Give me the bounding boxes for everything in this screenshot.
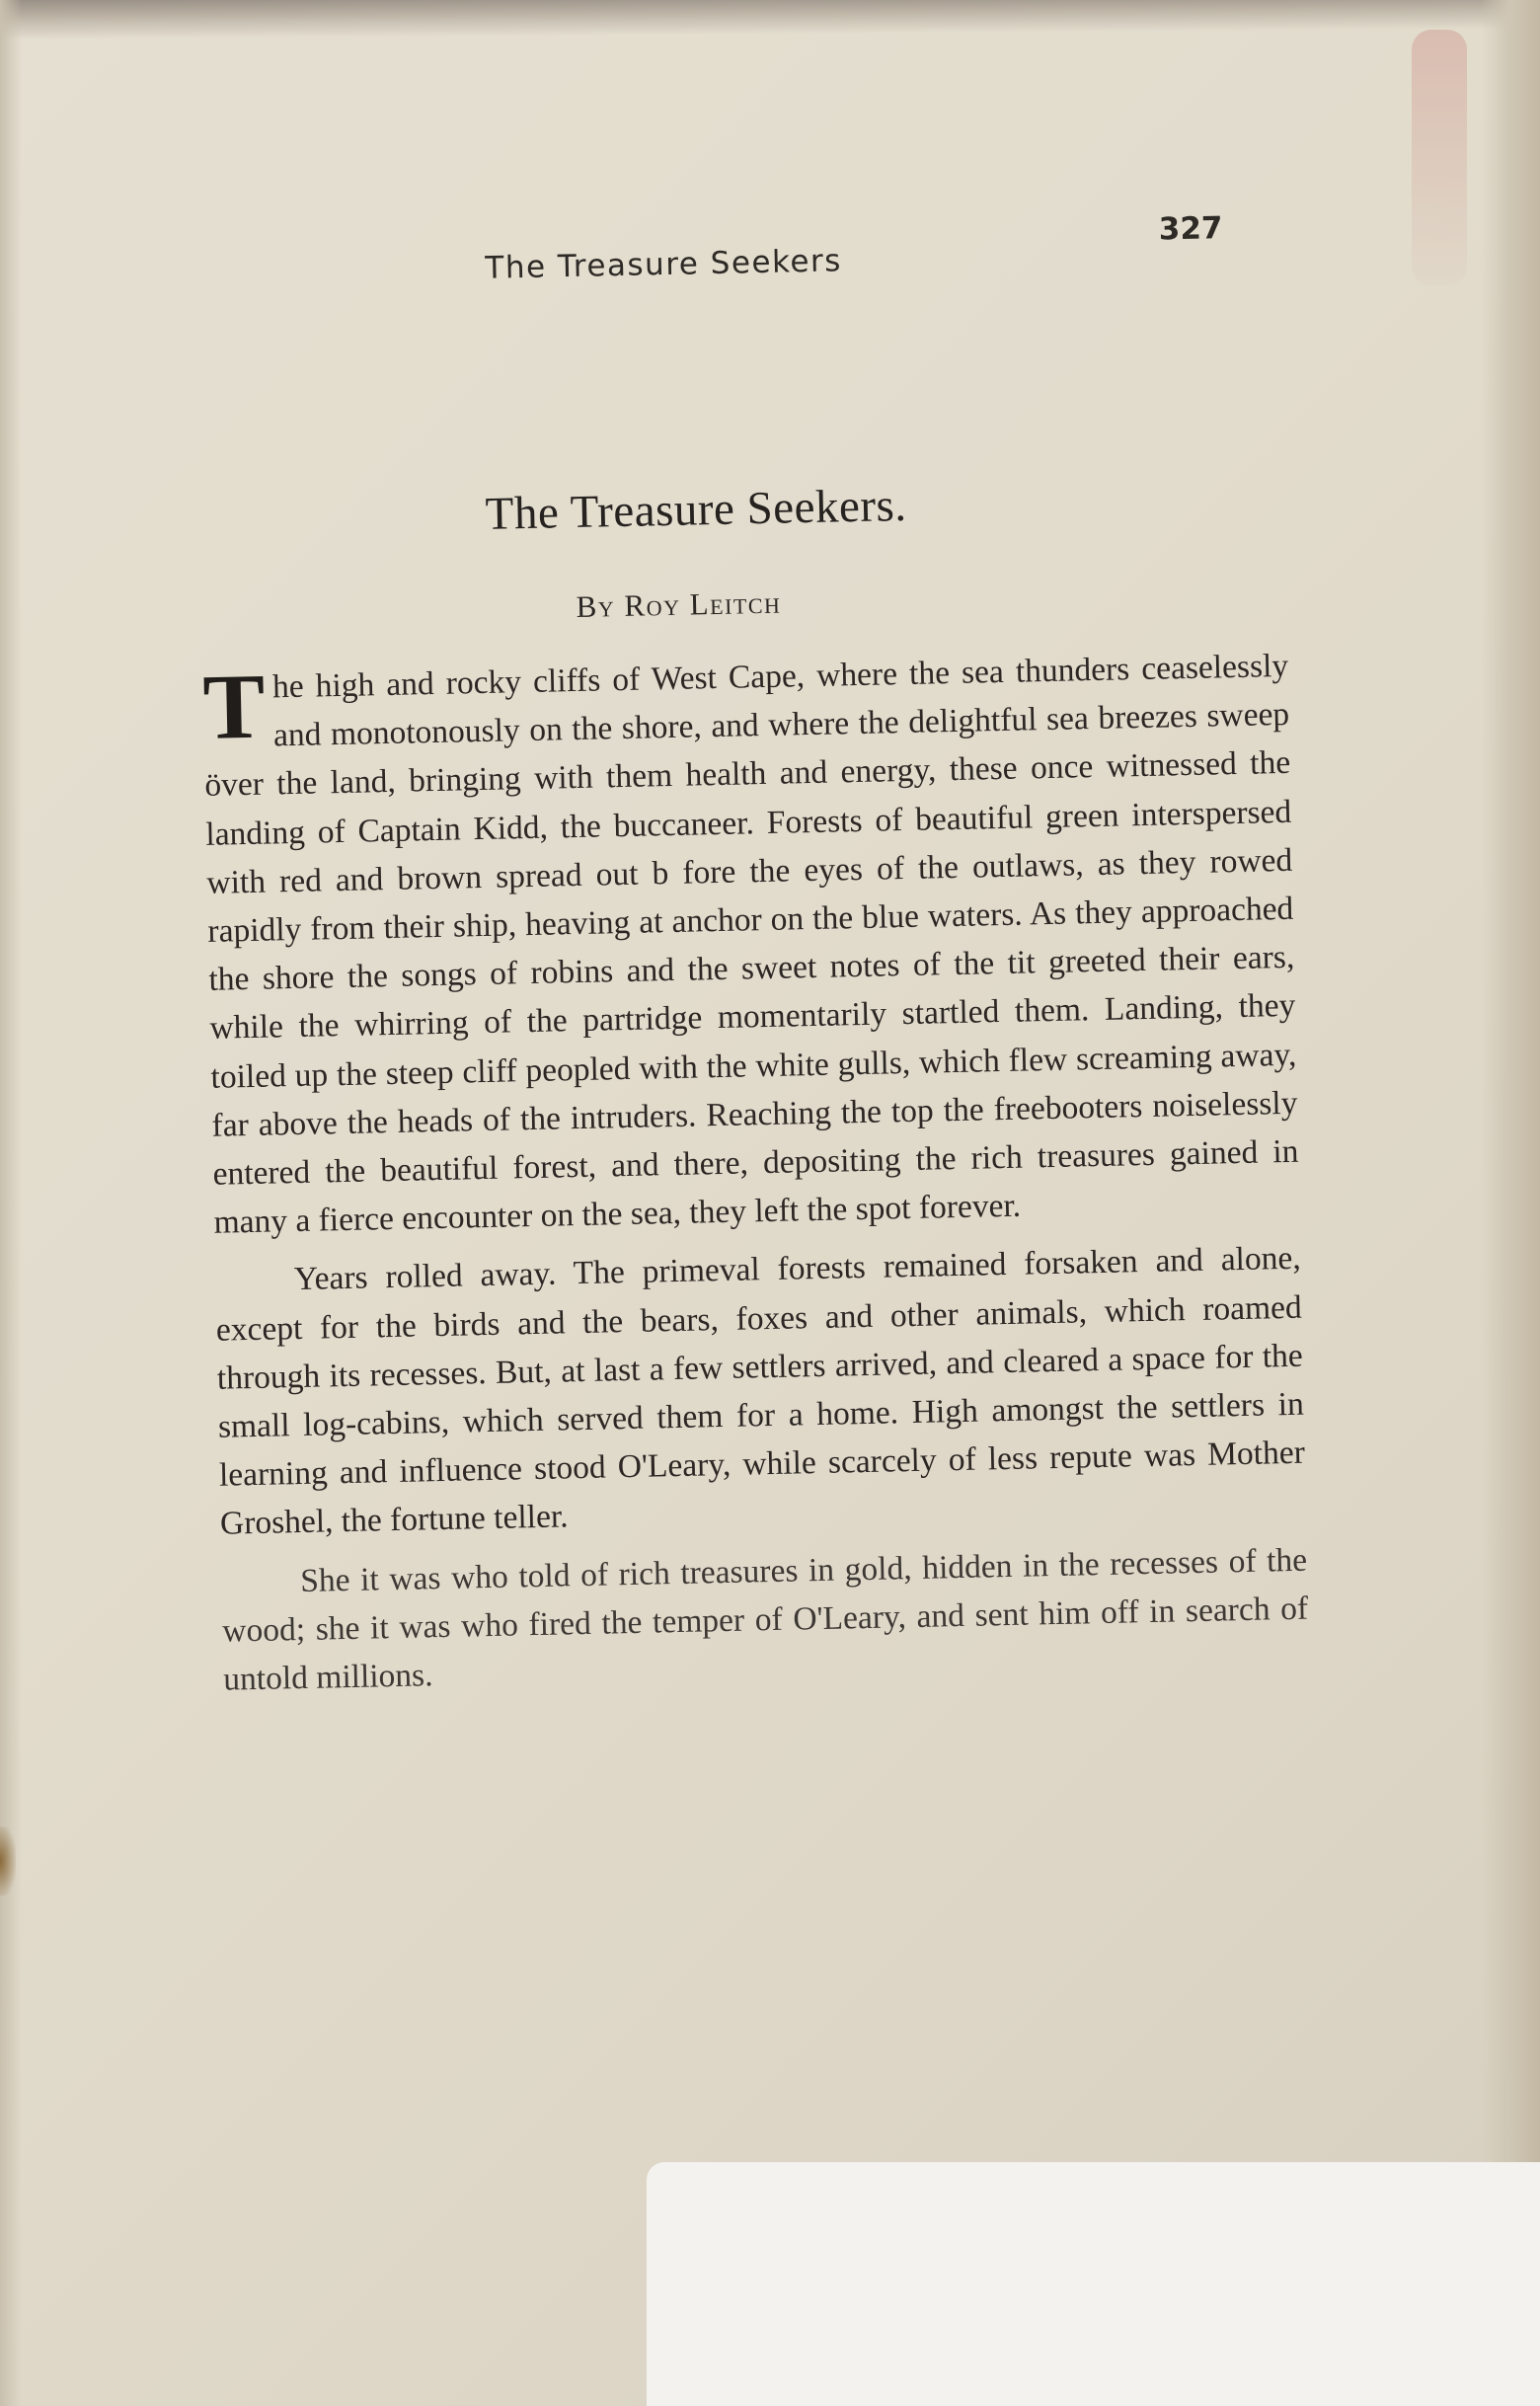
printed-text-block xyxy=(192,179,1309,1698)
article-body xyxy=(202,642,1310,1704)
drop-cap: T xyxy=(201,655,267,759)
paragraph-2: Years rolled away. The primeval forests remained forsaken and alone, except for the birds and the bears, foxes and other animals, which roamed through its recesses. But, at last a few settlers arrived, and cleared a space for the small log-cabins, which served them for a home. High amongst the settlers in learning and influence stood O'Leary, while scarcely of less repute was Mother Groshel, the fortune teller. xyxy=(215,1240,1306,1543)
blank-patch xyxy=(647,2162,1540,2406)
page-top-edge xyxy=(0,0,1540,39)
article-title: The Treasure Seekers. xyxy=(485,479,908,540)
paragraph-1-text: he high and rocky cliffs of West Cape, where the sea thunders ceaselessly and monotonously on the shore, and where the delightful sea breezes sweep över the land, bringing with them health and energy, these once witnessed the landing of Captain Kidd, the buccaneer. Forests of beautiful green interspersed with red and brown spread out b fore the eyes of the outlaws, as they rowed rapidly from their ship, heaving at anchor on the blue waters. As they approached the shore the songs of robins and the sweet notes of the tit greeted their ears, while the whirring of the partridge momentarily startled them. Landing, they toiled up the steep cliff peopled with the white gulls, which flew screaming away, far above the heads of the intruders. Reaching the top the freebooters noiselessly entered the beautiful forest, and there, depositing the rich treasures gained in many a fierce encounter on the sea, they left the spot forever. xyxy=(203,647,1299,1242)
running-head xyxy=(192,179,1309,286)
article-byline: By Roy Leitch xyxy=(576,584,782,624)
page-right-edge xyxy=(1481,0,1540,2406)
paragraph-1 xyxy=(202,642,1300,1247)
page-left-edge xyxy=(0,0,22,2406)
running-title: The Treasure Seekers xyxy=(485,243,843,286)
binding-stain xyxy=(0,1826,16,1896)
paragraph-3: She it was who told of rich treasures in gold, hidden in the recesses of the wood; she it was who fired the temper of O'Leary, and sent him off in search of untold millions. xyxy=(221,1541,1309,1698)
pink-stain xyxy=(1412,30,1467,286)
page-number: 327 xyxy=(1158,210,1223,248)
